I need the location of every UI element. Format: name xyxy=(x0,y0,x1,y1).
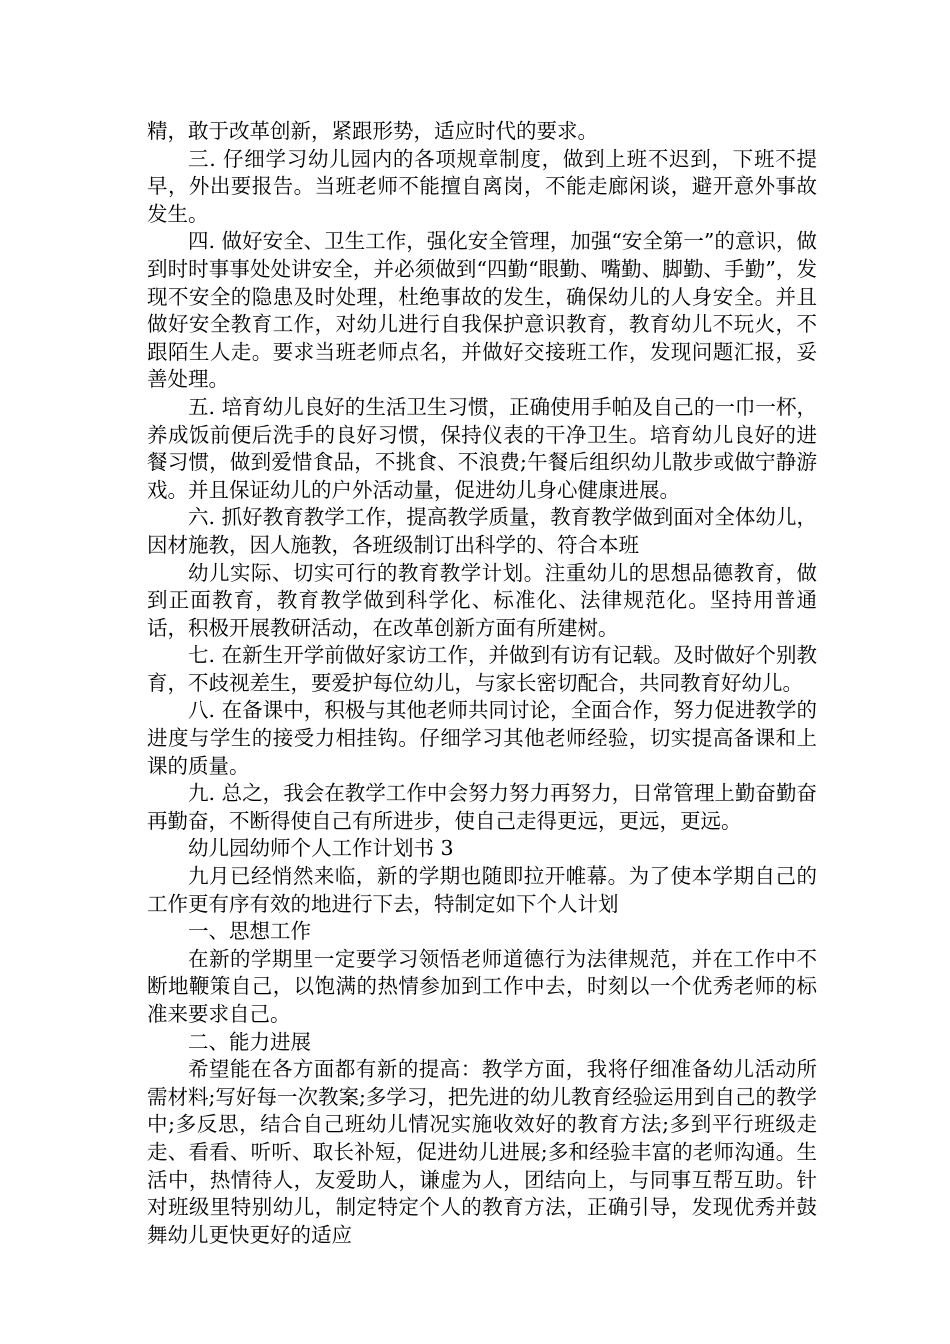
paragraph-ability-development: 希望能在各方面都有新的提高：教学方面，我将仔细准备幼儿活动所需材料;写好每一次教案;多学习，把先进的幼儿教育经验运用到自己的教学中;多反思，结合自己班幼儿情况实施收效好的教育方法;多到平行班级走走、看看、听听、取长补短，促进幼儿进展;多和经验丰富的老师沟通。生活中，热情待人，友爱助人，谦虚为人，团结向上，与同事互帮互助。针对班级里特别幼儿，制定特定个人的教育方法，正确引导，发现优秀并鼓舞幼儿更快更好的适应 xyxy=(147,1057,817,1247)
paragraph-item-3: 三. 仔细学习幼儿园内的各项规章制度，做到上班不迟到，下班不提早，外出要报告。当班老师不能擅自离岗，不能走廊闲谈，避开意外事故发生。 xyxy=(147,146,817,226)
heading-thought-work: 一、思想工作 xyxy=(188,919,311,944)
paragraph-intro: 九月已经悄然来临，新的学期也随即拉开帷幕。为了使本学期自己的工作更有序有效的地进行下去，特制定如下个人计划 xyxy=(147,864,817,916)
document-body xyxy=(147,118,817,1249)
paragraph-item-6-continued: 幼儿实际、切实可行的教育教学计划。注重幼儿的思想品德教育，做到正面教育，教育教学做到科学化、标准化、法律规范化。坚持用普通话，积极开展教研活动，在改革创新方面有所建树。 xyxy=(147,560,817,640)
paragraph-item-8: 八. 在备课中，积极与其他老师共同讨论，全面合作，努力促进教学的进度与学生的接受力相挂钩。仔细学习其他老师经验，切实提高备课和上课的质量。 xyxy=(147,698,817,778)
paragraph-item-6: 六. 抓好教育教学工作，提高教学质量，教育教学做到面对全体幼儿，因材施教，因人施教，各班级制订出科学的、符合本班 xyxy=(147,505,817,557)
paragraph-item-5: 五. 培育幼儿良好的生活卫生习惯，正确使用手帕及自己的一巾一杯，养成饭前便后洗手的良好习惯，保持仪表的干净卫生。培育幼儿良好的进餐习惯，做到爱惜食品，不挑食、不浪费;午餐后组织幼儿散步或做宁静游戏。并且保证幼儿的户外活动量，促进幼儿身心健康进展。 xyxy=(147,394,817,502)
paragraph-item-4: 四. 做好安全、卫生工作，强化安全管理，加强“安全第一”的意识，做到时时事事处处讲安全，并必须做到“四勤“眼勤、嘴勤、脚勤、手勤”，发现不安全的隐患及时处理，杜绝事故的发生，确保幼儿的人身安全。并且做好安全教育工作，对幼儿进行自我保护意识教育，教育幼儿不玩火，不跟陌生人走。要求当班老师点名，并做好交接班工作，发现问题汇报，妥善处理。 xyxy=(147,229,817,392)
paragraph-thought-work: 在新的学期里一定要学习领悟老师道德行为法律规范，并在工作中不断地鞭策自己，以饱满的热情参加到工作中去，时刻以一个优秀老师的标准来要求自己。 xyxy=(147,946,817,1026)
paragraph-item-7: 七. 在新生开学前做好家访工作，并做到有访有记载。及时做好个别教育，不歧视差生，要爱护每位幼儿，与家长密切配合，共同教育好幼儿。 xyxy=(147,643,817,695)
paragraph-continuation: 精，敢于改革创新，紧跟形势，适应时代的要求。 xyxy=(147,119,598,143)
heading-ability-development: 二、能力进展 xyxy=(188,1029,311,1054)
paragraph-item-9: 九. 总之，我会在教学工作中会努力努力再努力，日常管理上勤奋勤奋再勤奋，不断得使自己有所进步，使自己走得更远，更远，更远。 xyxy=(147,781,817,833)
section-title: 幼儿园幼师个人工作计划书 3 xyxy=(188,836,454,861)
